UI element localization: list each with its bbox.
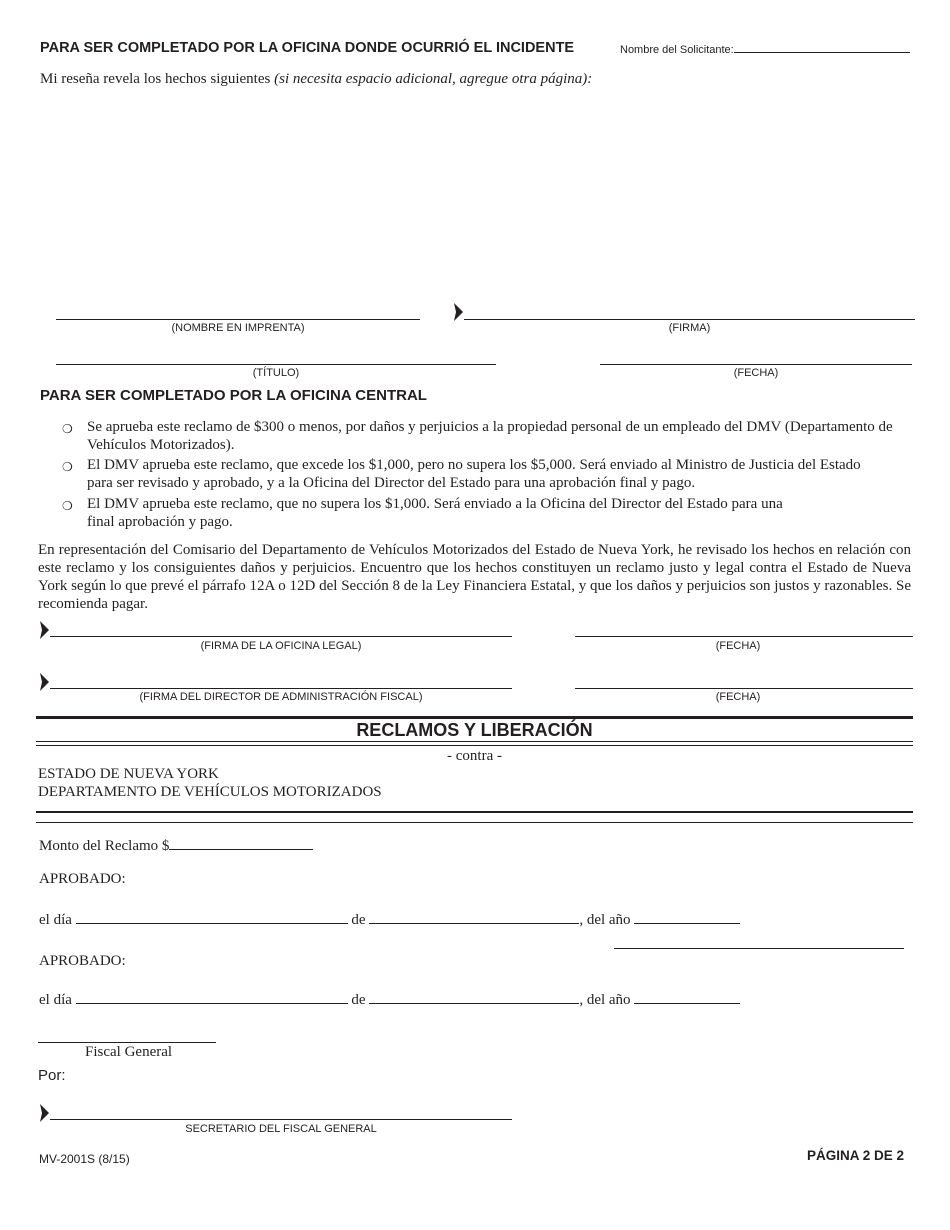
print-name-caption: (NOMBRE EN IMPRENTA): [171, 322, 305, 334]
applicant-name-blank[interactable]: [734, 40, 910, 53]
option-3-line-2: final aprobación y pago.: [87, 514, 233, 530]
signature-arrow-icon: [452, 302, 464, 322]
signature-line[interactable]: [464, 319, 915, 320]
option-1-radio[interactable]: ❍: [62, 422, 73, 436]
fiscal-date-caption: (FECHA): [715, 691, 761, 703]
secretary-signature-arrow-icon: [38, 1103, 50, 1123]
release-rule-1: [36, 741, 913, 742]
fiscal-signature-caption: (FIRMA DEL DIRECTOR DE ADMINISTRACIÓN FISCAL): [139, 691, 423, 703]
option-1-line-2: Vehículos Motorizados).: [87, 437, 235, 453]
option-3-radio[interactable]: ❍: [62, 499, 73, 513]
claim-amount-field[interactable]: [39, 834, 313, 855]
party-name: [38, 765, 382, 801]
title-line[interactable]: [56, 364, 496, 365]
claim-amount-blank[interactable]: [169, 834, 313, 850]
approved-2-label: APROBADO:: [39, 953, 126, 969]
year-label-1: , del año: [579, 912, 631, 928]
party-rule-1: [36, 811, 913, 813]
page-number: PÁGINA 2 DE 2: [806, 1148, 904, 1163]
legal-date-caption: (FECHA): [715, 640, 761, 652]
party-line-1: ESTADO DE NUEVA YORK: [38, 766, 219, 782]
day-blank-2[interactable]: [76, 988, 348, 1004]
option-3-text: [87, 495, 917, 531]
release-rule-2: [36, 745, 913, 746]
year-blank-2[interactable]: [634, 988, 740, 1004]
party-line-2: DEPARTAMENTO DE VEHÍCULOS MOTORIZADOS: [38, 784, 382, 800]
approved-1-label: APROBADO:: [39, 871, 126, 887]
legal-signature-line[interactable]: [50, 636, 512, 637]
option-2-radio[interactable]: ❍: [62, 460, 73, 474]
fiscal-signature-line[interactable]: [50, 688, 512, 689]
incident-office-heading: PARA SER COMPLETADO POR LA OFICINA DONDE OCURRIÓ EL INCIDENTE: [40, 40, 575, 56]
title-caption: (TÍTULO): [252, 367, 300, 379]
print-name-line[interactable]: [56, 319, 420, 320]
release-top-rule: [36, 716, 913, 719]
narrative-prompt: [40, 70, 592, 88]
of-label-1: de: [351, 912, 366, 928]
claim-amount-label: Monto del Reclamo $: [39, 838, 170, 854]
day-blank-1[interactable]: [76, 908, 348, 924]
contra-label: - contra -: [447, 748, 502, 764]
option-1-text: [87, 418, 917, 454]
attorney-general-label: Fiscal General: [85, 1044, 173, 1060]
narrative-note: (si necesita espacio adicional, agregue otra página):: [274, 71, 593, 87]
option-2-line-2: para ser revisado y aprobado, y a la Oficina del Director del Estado para una aprobación final y pago.: [87, 475, 696, 491]
attorney-general-line[interactable]: [38, 1042, 216, 1043]
approver-signature-line[interactable]: [614, 948, 904, 949]
year-label-2: , del año: [579, 992, 631, 1008]
release-title: RECLAMOS Y LIBERACIÓN: [356, 720, 593, 740]
month-blank-1[interactable]: [369, 908, 579, 924]
applicant-name-field[interactable]: [620, 40, 910, 56]
month-blank-2[interactable]: [369, 988, 579, 1004]
option-2-text: [87, 456, 917, 492]
of-label-2: de: [351, 992, 366, 1008]
narrative-intro: Mi reseña revela los hechos siguientes: [40, 71, 271, 87]
approval-2-date-row: [39, 988, 740, 1009]
option-2-line-1: El DMV aprueba este reclamo, que excede los $1,000, pero no supera los $5,000. Será enviado al Ministro de Justicia del Estado: [87, 457, 861, 473]
date-line[interactable]: [600, 364, 912, 365]
party-rule-2: [36, 822, 913, 823]
day-label-1: el día: [39, 912, 72, 928]
legal-signature-caption: (FIRMA DE LA OFICINA LEGAL): [200, 640, 362, 652]
commissioner-statement: En representación del Comisario del Departamento de Vehículos Motorizados del Estado de Nueva York, he revisado los hechos en relación con este reclamo y los consiguientes daños y perjuicios. Encuentro que los hechos constituyen un reclamo justo y legal contra el Estado de Nueva York según lo que prevé el párrafo 12A o 12D del Sección 8 de la Ley Financiera Estatal, y que los daños y perjuicios son justos y razonables. Se recomienda pagar.: [38, 542, 911, 612]
option-3-line-1: El DMV aprueba este reclamo, que no supera los $1,000. Será enviado a la Oficina del Director del Estado para una: [87, 496, 783, 512]
secretary-signature-line[interactable]: [50, 1119, 512, 1120]
fiscal-signature-arrow-icon: [38, 672, 50, 692]
option-1-line-1: Se aprueba este reclamo de $300 o menos, por daños y perjuicios a la propiedad personal de un empleado del DMV (Departamento de: [87, 419, 893, 435]
approval-1-date-row: [39, 908, 740, 929]
central-office-heading: PARA SER COMPLETADO POR LA OFICINA CENTRAL: [40, 387, 427, 404]
legal-signature-arrow-icon: [38, 620, 50, 640]
date-caption: (FECHA): [733, 367, 779, 379]
fiscal-date-line[interactable]: [575, 688, 913, 689]
applicant-name-label: Nombre del Solicitante:: [620, 44, 734, 56]
by-label: Por:: [38, 1067, 66, 1084]
legal-date-line[interactable]: [575, 636, 913, 637]
year-blank-1[interactable]: [634, 908, 740, 924]
day-label-2: el día: [39, 992, 72, 1008]
signature-caption: (FIRMA): [668, 322, 711, 334]
narrative-area[interactable]: [40, 96, 912, 296]
secretary-caption: SECRETARIO DEL FISCAL GENERAL: [185, 1123, 377, 1135]
form-number: MV-2001S (8/15): [39, 1152, 130, 1166]
